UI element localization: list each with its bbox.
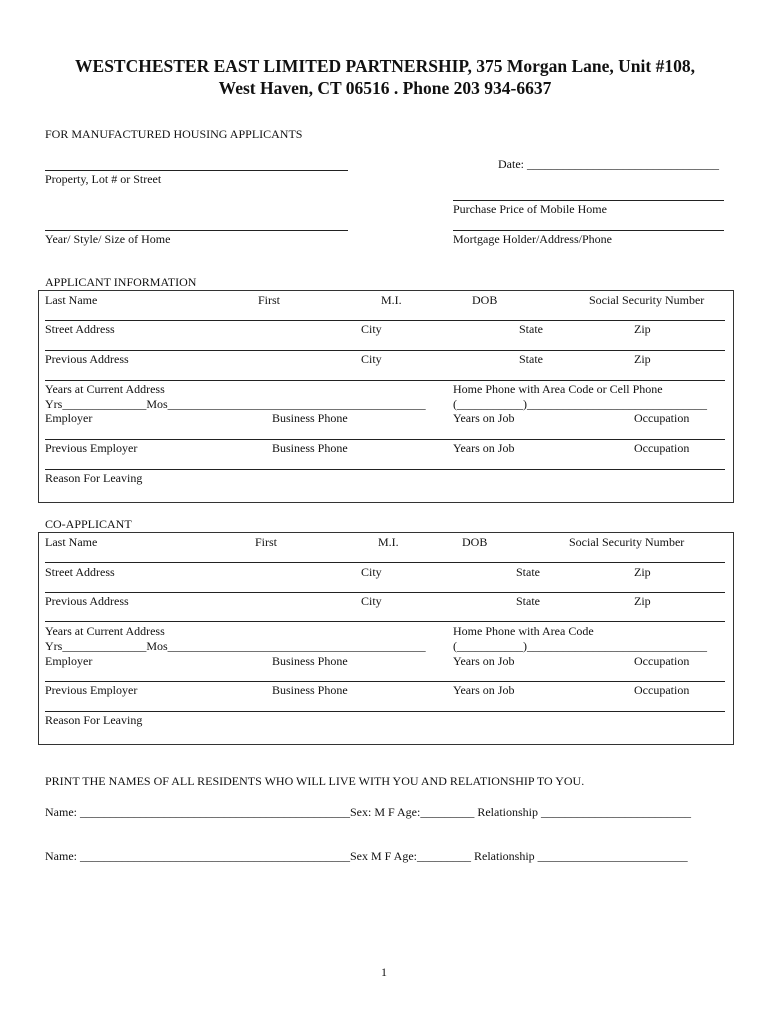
coapplicant-employer-label: Employer xyxy=(45,654,93,668)
coapplicant-section-title: CO-APPLICANT xyxy=(45,517,132,531)
applicant-dob-label: DOB xyxy=(472,293,498,307)
coapplicant-dob-label: DOB xyxy=(462,535,488,549)
coapplicant-ssn-label: Social Security Number xyxy=(569,535,685,549)
applicant-section-title: APPLICANT INFORMATION xyxy=(45,275,197,289)
applicant-years-on-job-label: Years on Job xyxy=(453,411,515,425)
purchase-price-label: Purchase Price of Mobile Home xyxy=(453,202,607,216)
applicant-state-label: State xyxy=(519,322,543,336)
date-field[interactable]: Date: ________________________________ xyxy=(498,157,719,171)
coapplicant-prev-city-label: City xyxy=(361,594,382,608)
applicant-prev-state-label: State xyxy=(519,352,543,366)
property-line[interactable] xyxy=(45,170,348,171)
coapplicant-occupation-label: Occupation xyxy=(634,654,690,668)
resident-row-1[interactable]: Name: _____________________________________________Sex: M F Age:_________ Relationship _________________________ xyxy=(45,805,691,819)
applicant-prev-employer-line[interactable] xyxy=(45,469,725,470)
coapplicant-home-phone-label: Home Phone with Area Code xyxy=(453,624,594,638)
applicant-city-label: City xyxy=(361,322,382,336)
mortgage-label: Mortgage Holder/Address/Phone xyxy=(453,232,612,246)
applicant-employer-label: Employer xyxy=(45,411,93,425)
coapplicant-prev-address-label: Previous Address xyxy=(45,594,129,608)
applicant-ssn-label: Social Security Number xyxy=(589,293,705,307)
applicant-prev-address-label: Previous Address xyxy=(45,352,129,366)
applicant-yrs-mos-field[interactable]: Yrs______________Mos___________________________________________ xyxy=(45,397,426,411)
applicant-prev-zip-label: Zip xyxy=(634,352,651,366)
coapplicant-mi-label: M.I. xyxy=(378,535,399,549)
header-title-line2: West Haven, CT 06516 . Phone 203 934-6637 xyxy=(218,78,552,98)
mortgage-line[interactable] xyxy=(453,230,724,231)
header-title-line1: WESTCHESTER EAST LIMITED PARTNERSHIP, 375 Morgan Lane, Unit #108, xyxy=(75,56,695,76)
applicant-prev-address-line[interactable] xyxy=(45,380,725,381)
applicant-name-line[interactable] xyxy=(45,320,725,321)
applicant-first-label: First xyxy=(258,293,281,307)
applicant-phone-field[interactable]: (___________)______________________________ xyxy=(453,397,707,411)
applicant-home-phone-label: Home Phone with Area Code or Cell Phone xyxy=(453,382,663,396)
coapplicant-reason-leaving-label: Reason For Leaving xyxy=(45,713,143,727)
coapplicant-phone-field[interactable]: (___________)______________________________ xyxy=(453,639,707,653)
applicant-street-line[interactable] xyxy=(45,350,725,351)
coapplicant-employer-line[interactable] xyxy=(45,681,725,682)
year-style-line[interactable] xyxy=(45,230,348,231)
year-style-label: Year/ Style/ Size of Home xyxy=(45,232,171,246)
coapplicant-name-line[interactable] xyxy=(45,562,725,563)
applicant-business-phone-label: Business Phone xyxy=(272,411,348,425)
applicant-last-name-label: Last Name xyxy=(45,293,98,307)
applicant-street-label: Street Address xyxy=(45,322,115,336)
coapplicant-street-line[interactable] xyxy=(45,592,725,593)
applicant-zip-label: Zip xyxy=(634,322,651,336)
coapplicant-prev-employer-label: Previous Employer xyxy=(45,683,138,697)
applicant-prev-city-label: City xyxy=(361,352,382,366)
applicant-years-current-label: Years at Current Address xyxy=(45,382,165,396)
coapplicant-prev-zip-label: Zip xyxy=(634,594,651,608)
coapplicant-first-label: First xyxy=(255,535,278,549)
applicant-reason-leaving-label: Reason For Leaving xyxy=(45,471,143,485)
resident-row-2[interactable]: Name: _____________________________________________Sex M F Age:_________ Relationship _________________________ xyxy=(45,849,688,863)
applicant-prev-occupation-label: Occupation xyxy=(634,441,690,455)
residents-heading: PRINT THE NAMES OF ALL RESIDENTS WHO WILL LIVE WITH YOU AND RELATIONSHIP TO YOU. xyxy=(45,774,585,788)
applicant-prev-years-on-job-label: Years on Job xyxy=(453,441,515,455)
applicant-employer-line[interactable] xyxy=(45,439,725,440)
coapplicant-last-name-label: Last Name xyxy=(45,535,98,549)
property-label: Property, Lot # or Street xyxy=(45,172,162,186)
coapplicant-city-label: City xyxy=(361,565,382,579)
coapplicant-yrs-mos-field[interactable]: Yrs______________Mos___________________________________________ xyxy=(45,639,426,653)
applicant-prev-business-phone-label: Business Phone xyxy=(272,441,348,455)
coapplicant-prev-address-line[interactable] xyxy=(45,621,725,622)
coapplicant-zip-label: Zip xyxy=(634,565,651,579)
applicant-occupation-label: Occupation xyxy=(634,411,690,425)
coapplicant-prev-business-phone-label: Business Phone xyxy=(272,683,348,697)
coapplicant-street-label: Street Address xyxy=(45,565,115,579)
purchase-price-line[interactable] xyxy=(453,200,724,201)
page-number: 1 xyxy=(381,965,387,979)
coapplicant-years-on-job-label: Years on Job xyxy=(453,654,515,668)
coapplicant-years-current-label: Years at Current Address xyxy=(45,624,165,638)
coapplicant-business-phone-label: Business Phone xyxy=(272,654,348,668)
coapplicant-prev-state-label: State xyxy=(516,594,540,608)
coapplicant-state-label: State xyxy=(516,565,540,579)
coapplicant-prev-employer-line[interactable] xyxy=(45,711,725,712)
applicant-mi-label: M.I. xyxy=(381,293,402,307)
applicant-prev-employer-label: Previous Employer xyxy=(45,441,138,455)
coapplicant-prev-occupation-label: Occupation xyxy=(634,683,690,697)
coapplicant-prev-years-on-job-label: Years on Job xyxy=(453,683,515,697)
for-applicants-label: FOR MANUFACTURED HOUSING APPLICANTS xyxy=(45,127,303,141)
